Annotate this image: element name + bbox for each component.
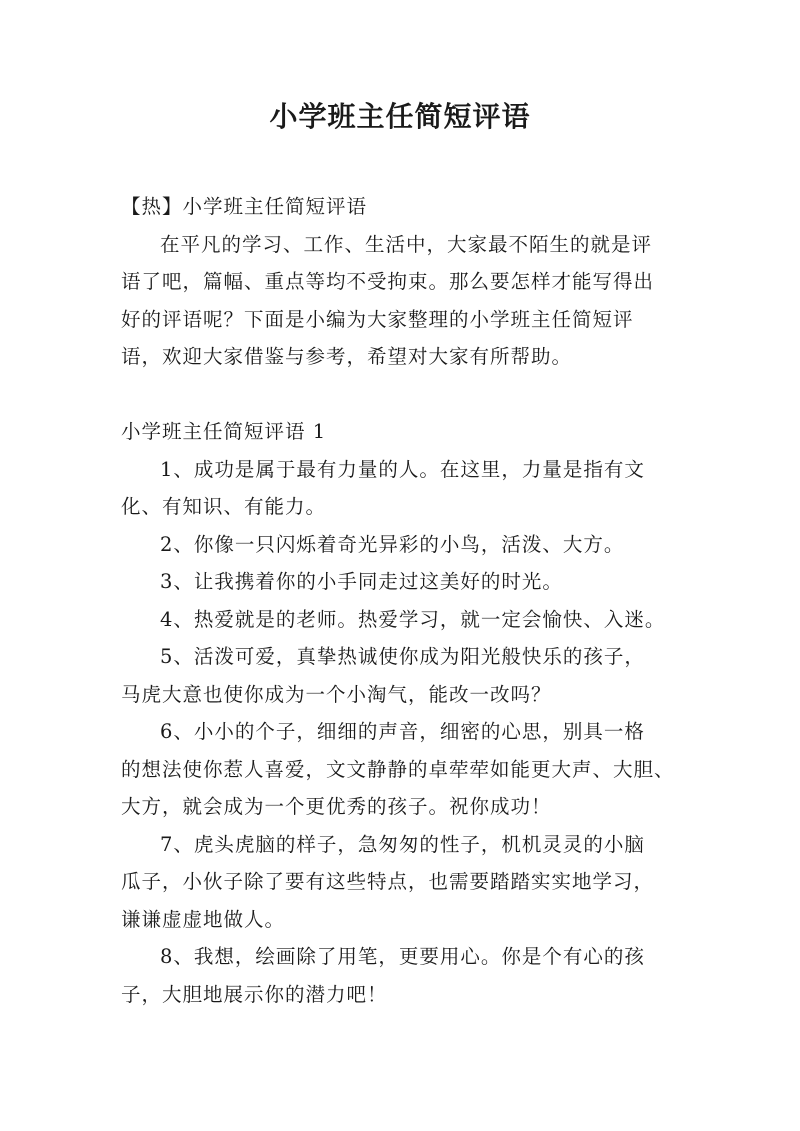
comment-item-7-cont: 谦谦虚虚地做人。	[121, 907, 286, 931]
comment-item-1-cont: 化、有知识、有能力。	[121, 495, 327, 518]
intro-paragraph-line: 语了吧，篇幅、重点等均不受拘束。那么要怎样才能写得出	[121, 270, 655, 293]
comment-item-7-cont: 瓜子，小伙子除了要有这些特点，也需要踏踏实实地学习，	[121, 870, 655, 893]
comment-item-1: 1、成功是属于最有力量的人。在这里，力量是指有文	[160, 457, 645, 481]
page-title: 小学班主任简短评语	[269, 100, 531, 133]
paragraph-spacer	[121, 376, 683, 414]
comment-item-4: 4、热爱就是的老师。热爱学习，就一定会愉快、入迷。	[160, 607, 666, 631]
intro-paragraph-line: 语，欢迎大家借鉴与参考，希望对大家有所帮助。	[121, 345, 573, 368]
section-heading: 小学班主任简短评语 1	[121, 420, 327, 443]
comment-item-2: 2、你像一只闪烁着奇光异彩的小鸟，活泼、大方。	[160, 532, 625, 556]
comment-item-5-cont: 马虎大意也使你成为一个小淘气，能改一改吗？	[121, 682, 552, 706]
intro-heading: 【热】小学班主任简短评语	[121, 195, 368, 218]
comment-item-6: 6、小小的个子，细细的声音，细密的心思，别具一格	[160, 720, 645, 743]
comment-item-8: 8、我想，绘画除了用笔，更要用心。你是个有心的孩	[160, 945, 645, 968]
document-body	[121, 188, 683, 1013]
comment-item-6-cont: 大方，就会成为一个更优秀的孩子。祝你成功！	[121, 795, 552, 818]
comment-item-3: 3、让我携着你的小手同走过这美好的时光。	[160, 570, 563, 593]
intro-paragraph-line: 好的评语呢？下面是小编为大家整理的小学班主任简短评	[121, 307, 634, 331]
comment-item-6-cont: 的想法使你惹人喜爱，文文静静的卓荦荦如能更大声、大胆、	[121, 757, 675, 781]
comment-item-8-cont: 子，大胆地展示你的潜力吧！	[121, 982, 388, 1006]
intro-paragraph-line: 在平凡的学习、工作、生活中，大家最不陌生的就是评	[160, 232, 653, 256]
comment-item-5: 5、活泼可爱，真挚热诚使你成为阳光般快乐的孩子，	[160, 645, 645, 668]
comment-item-7: 7、虎头虎脑的样子，急匆匆的性子，机机灵灵的小脑	[160, 832, 645, 856]
